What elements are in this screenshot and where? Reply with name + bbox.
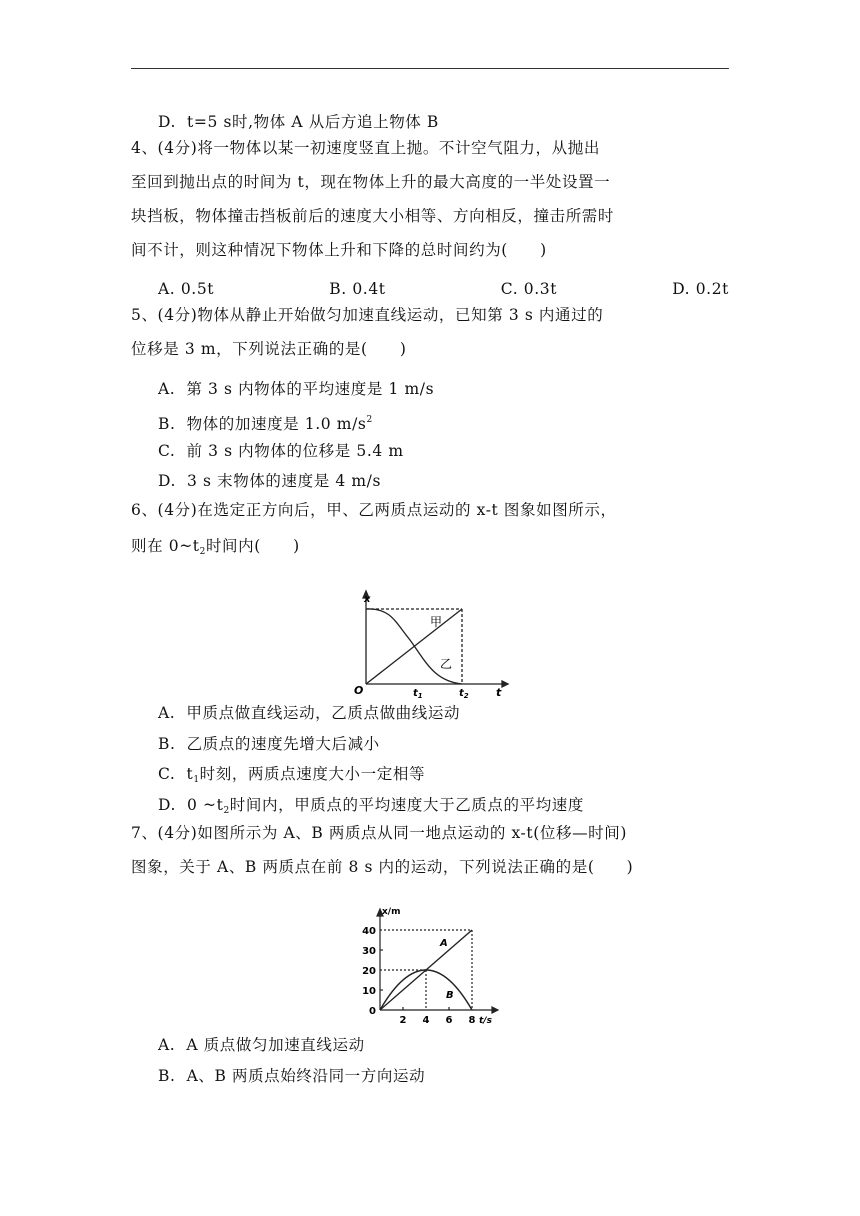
q6-option-c-prefix: C. t — [158, 765, 194, 783]
q5-option-d: D. 3 s 末物体的速度是 4 m/s — [158, 472, 382, 490]
q6-option-c — [158, 764, 425, 790]
q6-option-d-text: 时间内，甲质点的平均速度大于乙质点的平均速度 — [229, 796, 584, 814]
figure-q6 — [350, 588, 510, 698]
fig7-ytick-10: 10 — [362, 986, 376, 997]
q6-text-line1: 6、(4分)在选定正方向后，甲、乙两质点运动的 x-t 图象如图所示， — [131, 501, 617, 519]
fig6-t-label: t — [496, 686, 502, 698]
q7-option-b: B. A、B 两质点始终沿同一方向运动 — [158, 1067, 426, 1085]
fig6-t1-label: $t_1$ — [413, 688, 423, 698]
q5-option-b-text: B. 物体的加速度是 1.0 m/s — [158, 415, 367, 433]
q4-options — [158, 279, 729, 299]
q6-option-d-sub: 2 — [223, 806, 230, 816]
q5-option-b-sup: 2 — [366, 415, 373, 425]
q4-text-line4: 间不计，则这种情况下物体上升和下降的总时间约为( ) — [131, 241, 547, 259]
q3-option-d: D. t=5 s时,物体 A 从后方追上物体 B — [158, 113, 439, 131]
q6-option-c-text: 时刻，两质点速度大小一定相等 — [199, 765, 426, 783]
q4-option-a: A. 0.5t — [158, 280, 215, 298]
q5-option-b — [158, 410, 373, 434]
q7-option-a: A. A 质点做匀加速直线运动 — [158, 1036, 365, 1054]
fig7-x-label: t/s — [479, 1016, 492, 1026]
fig7-xtick-2: 2 — [399, 1015, 407, 1026]
fig7-xtick-8: 8 — [468, 1015, 476, 1026]
q4-option-b: B. 0.4t — [329, 280, 386, 298]
fig7-y-label: x/m — [382, 907, 401, 917]
fig7-xtick-6: 6 — [445, 1015, 453, 1026]
q4-text-line2: 至回到抛出点的时间为 t，现在物体上升的最大高度的一半处设置一 — [131, 173, 611, 191]
q7-text-line1: 7、(4分)如图所示为 A、B 两质点从同一地点运动的 x-t(位移—时间) — [131, 824, 628, 842]
fig7-label-a: A — [440, 938, 448, 949]
q4-option-d: D. 0.2t — [672, 280, 729, 298]
fig6-label-yi: 乙 — [440, 657, 453, 671]
q6-option-d-prefix: D. 0 ~t — [158, 796, 224, 814]
fig7-t-arrow — [492, 1007, 498, 1013]
header-rule — [131, 68, 729, 69]
q6-option-c-sub: 1 — [193, 775, 200, 785]
fig7-ytick-0: 0 — [369, 1006, 376, 1017]
fig7-ytick-30: 30 — [362, 946, 376, 957]
q6-line2-a: 则在 0~t — [131, 537, 200, 555]
q6-text-line2 — [131, 536, 300, 562]
fig6-origin-label: O — [354, 684, 364, 697]
fig6-x-label: x — [364, 594, 371, 605]
fig6-t2-label: $t_2$ — [459, 688, 469, 698]
fig7-ytick-40: 40 — [362, 926, 376, 937]
q4-text-line3: 块挡板，物体撞击挡板前后的速度大小相等、方向相反，撞击所需时 — [131, 207, 615, 225]
q5-option-c: C. 前 3 s 内物体的位移是 5.4 m — [158, 442, 404, 460]
q6-option-b: B. 乙质点的速度先增大后减小 — [158, 735, 380, 753]
fig7-xtick-4: 4 — [422, 1015, 430, 1026]
q5-text-line2: 位移是 3 m，下列说法正确的是( ) — [131, 340, 407, 358]
q7-text-line2: 图象，关于 A、B 两质点在前 8 s 内的运动，下列说法正确的是( ) — [131, 858, 634, 876]
fig6-t-arrow — [502, 681, 508, 687]
fig7-label-b: B — [446, 990, 454, 1001]
q5-option-a: A. 第 3 s 内物体的平均速度是 1 m/s — [158, 380, 435, 398]
q6-line2-b: 时间内( ) — [205, 537, 300, 555]
q5-text-line1: 5、(4分)物体从静止开始做匀加速直线运动，已知第 3 s 内通过的 — [131, 306, 604, 324]
fig7-ytick-20: 20 — [362, 966, 376, 977]
q4-text-line1: 4、(4分)将一物体以某一初速度竖直上抛。不计空气阻力，从抛出 — [131, 139, 600, 157]
q6-option-d — [158, 795, 584, 821]
figure-q7 — [356, 904, 506, 1028]
q4-option-c: C. 0.3t — [500, 280, 558, 298]
fig6-label-jia: 甲 — [430, 615, 443, 629]
q6-line2-sub: 2 — [199, 547, 206, 557]
q6-option-a: A. 甲质点做直线运动，乙质点做曲线运动 — [158, 704, 461, 722]
